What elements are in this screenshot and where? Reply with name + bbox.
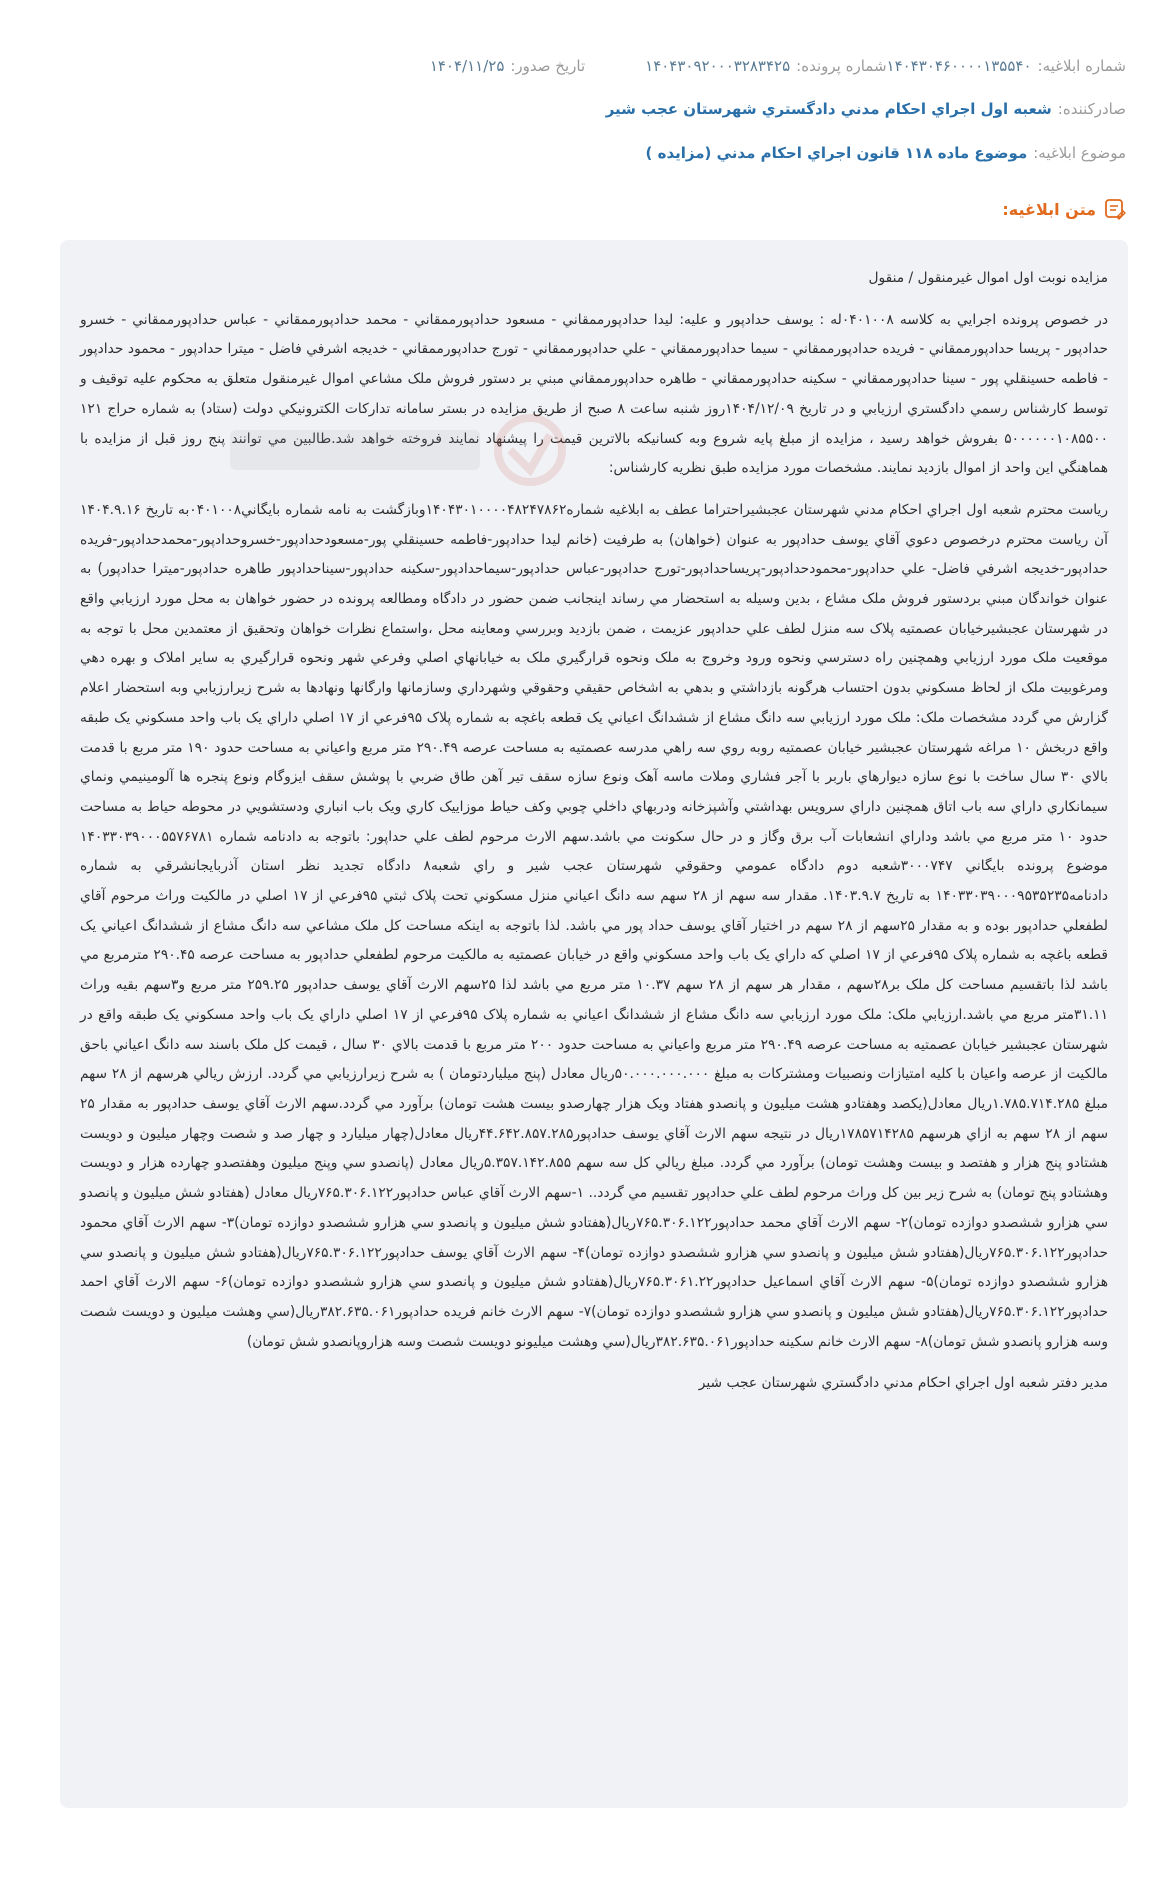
issue-date — [430, 57, 585, 75]
subject-label: موضوع ابلاغيه: — [1033, 144, 1126, 162]
subject-row — [646, 144, 1126, 162]
file-number-label: شماره پرونده: — [796, 57, 887, 75]
body-title-text: متن ابلاغيه: — [1002, 199, 1096, 219]
header-meta-row — [370, 57, 1126, 75]
signature-line: مدير دفتر شعبه اول اجراي احکام مدني دادگستري شهرستان عجب شير — [698, 1375, 1108, 1392]
subject-value: موضوع ماده ۱۱۸ قانون اجراي احکام مدني (مزايده ) — [645, 144, 1028, 162]
auction-heading: مزايده نوبت اول اموال غيرمنقول / منقول — [868, 270, 1108, 286]
auction-paragraph-2: رياست محترم شعبه اول اجراي احکام مدني شهرستان عجبشيراحتراما عطف به ابلاغيه شماره۱۴۰۴۳۰۱۰۰۰۰۴۸۲۴۷۸۶۲وبازگشت به نامه شماره بايگاني۰۴۰۱۰۰۸به تاريخ ۱۴۰۴.۹.۱۶ آن رياست محترم درخصوص دعوي آقاي يوسف حدادپور به عنوان (خواهان) به طرفيت (خانم ليدا حدادپور-فاطمه حسينقلي پور-مسعودحدادپور-خسروحدادپور-محمدحدادپور-فريده حدادپور-خديجه اشرفي فاضل- علي حدادپور-محمودحدادپور-پريساحدادپور-تورج حدادپور-عباس حدادپور-سيماحدادپور-سکينه حدادپور-سيناحدادپور طاهره حدادپور-ميترا حدادپور) به عنوان خواندگان مبني بردستور فروش ملک مشاع ، بدين وسيله به استحضار مي رساند اينجانب ضمن حضور در دادگاه ومطالعه پرونده در حضور خواهان به محل مورد ارزيابي واقع در شهرستان عجبشيرخيابان عصمتيه پلاک سه منزل لطف علي حدادپور عزيمت ، ضمن بازديد وبررسي ومعاينه محل ،واستماع نظرات خواهان وتحقيق از معتمدين محل با توجه به موقعيت ملک مورد ارزيابي وهمچنين راه دسترسي ونحوه ورود وخروج به ملک ونحوه قرارگيري ملک به خيابانهاي اصلي وفرعي شهر ونحوه قرارگيري به ساير املاک و بهره دهي ومرغوبيت ملک از لحاظ مسکوني بدون احتساب هرگونه بازداشتي و بدهي به اشخاص حقيقي وحقوقي وشهرداري وسازمانها وارگانها ونهادها به شرح زيرارزيابي وبه استحضار اعلام گزارش مي گردد مشخصات ملک: ملک مورد ارزيابي سه دانگ مشاع از ششدانگ اعياني يک قطعه باغچه به شماره پلاک ۹۵فرعي از ۱۷ اصلي داراي يک باب واحد مسکوني يک طبقه واقع دربخش ۱۰ مراغه شهرستان عجبشير خيابان عصمتيه روبه روي سه راهي مدرسه عصمتيه به مساحت عرصه ۲۹۰.۴۹ متر مربع واعياني به مساحت حدود ۱۹۰ متر مربع با قدمت بالاي ۳۰ سال ساخت با نوع سازه ديوارهاي باربر با آجر فشاري وملات ماسه آهک ونوع سازه سقف تير آهن طاق ضربي با پوشش سقف ايزوگام ونوع پنجره ها آلومينيمي ونماي سيمانکاري داراي سه باب اتاق همچنين داراي سرويس بهداشتي وآشپزخانه ودربهاي داخلي چوبي وکف حياط موزاييک کاري ويک باب انباري ودستشويي در محوطه حياط به مساحت حدود ۱۰ متر مربع مي باشد وداراي انشعابات آب برق وگاز و در حال سکونت مي باشد.سهم الارث مرحوم لطف علي حداپور: باتوجه به دادنامه شماره ۱۴۰۳۳۰۳۹۰۰۰۵۵۷۶۷۸۱ موضوع پرونده بايگاني ۳۰۰۰۷۴۷شعبه دوم دادگاه عمومي وحقوقي شهرستان عجب شير و راي شعبه۸ دادگاه تجديد نظر استان آذربايجانشرقي به شماره دادنامه۱۴۰۳۳۰۳۹۰۰۰۹۵۳۵۲۳۵ به تاريخ ۱۴۰۳.۹.۷. مقدار سه سهم از ۲۸ سهم سه دانگ اعياني منزل مسکوني تحت پلاک ثبتي ۹۵فرعي از ۱۷ اصلي در مالکيت وراث مرحوم آقاي لطفعلي حدادپور بوده و به مقدار ۲۵سهم از ۲۸ سهم در اختيار آقاي يوسف حداد پور مي باشد. لذا باتوجه به اينکه مساحت کل ملک مشاعي سه دانگ مشاع از ششدانگ اعياني يک قطعه باغچه به شماره پلاک ۹۵فرعي از ۱۷ اصلي که داراي يک باب واحد مسکوني واقع در خيابان عصمتيه به مالکيت مرحوم لطفعلي حدادپور به مساحت عرصه ۲۹۰.۴۵ مترمربع مي باشد لذا باتقسيم مساحت کل ملک بر۲۸سهم ، مقدار هر سهم از ۲۸ سهم ۱۰.۳۷ متر مربع مي باشد لذا ۲۵سهم الارث آقاي يوسف حدادپور ۲۵۹.۲۵ متر مربع و۳سهم بقيه وراث ۳۱.۱۱متر مربع مي باشد.ارزيابي ملک: ملک مورد ارزيابي سه دانگ مشاع از ششدانگ اعياني به شماره پلاک ۹۵فرعي از ۱۷ اصلي داراي يک باب واحد مسکوني يک طبقه واقع در شهرستان عجبشير خيابان عصمتيه به مساحت عرصه ۲۹۰.۴۹ متر مربع واعياني به مساحت حدود ۲۰۰ متر مربع با قدمت بالاي ۳۰ سال ، قيمت کل ملک باسند سه دانگ اعياني باحق مالکيت از عرصه واعيان با کليه امتيازات ونصبيات ومشترکات به مبلغ ۵۰.۰۰۰.۰۰۰.۰۰۰ريال معادل (پنج ميلياردتومان ) به شرح زيرارزيابي مي گردد. ارزش ريالي هرسهم از ۲۸ سهم مبلغ ۱.۷۸۵.۷۱۴.۲۸۵ريال معادل(يکصد وهفتادو هشت ميليون و پانصدو هفتاد ويک هزار چهارصدو بيست هشت تومان) برآورد مي گردد.سهم الارث آقاي يوسف حدادپور به مقدار ۲۵ سهم از ۲۸ سهم به ازاي هرسهم ۱۷۸۵۷۱۴۲۸۵ريال در نتيجه سهم الارث آقاي يوسف حدادپور۴۴.۶۴۲.۸۵۷.۲۸۵ريال معادل(چهار ميليارد و چهار صد و شصت وچهار ميليون و دويست هشتادو پنج هزار و هفتصد و بيست وهشت تومان) برآورد مي گردد. مبلغ ريالي کل سه سهم ۵.۳۵۷.۱۴۲.۸۵۵ريال معادل (پانصدو سي وپنج ميليون وهفتصدو چهارده هزار و دويست وهشتادو پنج تومان) به شرح زير بين کل وراث مرحوم لطف علي حدادپور تقسيم مي گردد.. ۱-سهم الارث آقاي عباس حدادپور۷۶۵.۳۰۶.۱۲۲ريال معادل (هفتادو شش ميليون و پانصدو سي هزارو ششصدو دوازده تومان)۲- سهم الارث آقاي محمد حدادپور۷۶۵.۳۰۶.۱۲۲ريال(هفتادو شش ميليون و پانصدو سي هزارو ششصدو دوازده تومان)۳- سهم الارث آقاي محمود حدادپور۷۶۵.۳۰۶.۱۲۲ريال(هفتادو شش ميليون و پانصدو سي هزارو ششصدو دوازده تومان)۴- سهم الارث آقاي يوسف حدادپور۷۶۵.۳۰۶.۱۲۲ريال(هفتادو شش ميليون و پانصدو سي هزارو ششصدو دوازده تومان)۵- سهم الارث آقاي اسماعيل حدادپور۷۶۵.۳۰۶۱.۲۲ريال(هفتادو شش ميليون و پانصدو سي هزارو ششصدو دوازده تومان)۶- سهم الارث آقاي احمد حدادپور۷۶۵.۳۰۶.۱۲۲ريال(هفتادو شش ميليون و پانصدو سي هزارو ششصدو دوازده تومان)۷- سهم الارث خانم فريده حدادپور۳۸۲.۶۳۵.۰۶۱ريال(سي وهشت ميليون و دويست شصت وسه هزارو پانصدو شش تومان)۸- سهم الارث خانم سکينه حدادپور۳۸۲.۶۳۵.۰۶۱ريال(سي وهشت ميليونو دويست شصت وسه هزاروپانصدو شش تومان) — [80, 501, 1109, 1350]
notice-number-value: ۱۴۰۴۳۰۴۶۰۰۰۰۱۳۵۵۴۰ — [886, 57, 1032, 75]
file-number-value: ۱۴۰۴۳۰۹۲۰۰۰۳۲۸۳۴۲۵ — [645, 57, 791, 75]
notice-body-box — [60, 240, 1128, 1808]
issue-date-label: تاريخ صدور: — [510, 57, 586, 75]
notice-number-label: شماره ابلاغيه: — [1037, 57, 1126, 75]
body-title — [1002, 198, 1126, 220]
document-icon — [1104, 198, 1126, 220]
issuer-label: صادرکننده: — [1057, 100, 1126, 118]
notice-number — [887, 57, 1126, 75]
auction-paragraph-1: در خصوص پرونده اجرايي به کلاسه ۰۴۰۱۰۰۸له : يوسف حدادپور و عليه: ليدا حدادپورممقاني - مسعود حدادپورممقاني - محمد حدادپورممقاني - عباس حدادپورممقاني - خسرو حدادپور - پريسا حدادپورممقاني - فريده حدادپورممقاني - سيما حدادپورممقاني - علي حدادپورممقاني - تورج حدادپورممقاني - خديجه اشرفي فاضل - ميترا حدادپور - محمود حدادپور - فاطمه حسينقلي پور - سينا حدادپورممقاني - سکينه حدادپورممقاني - طاهره حدادپورممقاني مبني بر دستور فروش ملک مشاعي اموال غيرمنقول متعلق به محکوم عليه توقيف و توسط کارشناس رسمي دادگستري ارزيابي و در تاريخ ۱۴۰۴/۱۲/۰۹روز شنبه ساعت ۸ صبح از طريق مزايده در بستر سامانه تدارکات الکترونيکي دولت (ستاد) به شماره حراج ۱۲۱ ۵۰۰۰۰۰۰۱۰۸۵۵۰۰ بفروش خواهد رسيد ، مزايده از مبلغ پايه شروع وبه کسانيکه بالاترين قيمت را پيشنهاد نمايند فروخته خواهد شد.طالبين مي توانند پنج روز قبل از مزايده با هماهنگي اين واحد از اموال بازديد نمايند. مشخصات مورد مزايده طبق نظريه کارشناس: — [80, 311, 1108, 477]
issuer-value: شعبه اول اجراي احکام مدني دادگستري شهرستان عجب شير — [605, 100, 1052, 118]
issuer-row — [606, 100, 1126, 118]
file-number — [645, 57, 886, 75]
issue-date-value: ۱۴۰۴/۱۱/۲۵ — [429, 57, 505, 75]
